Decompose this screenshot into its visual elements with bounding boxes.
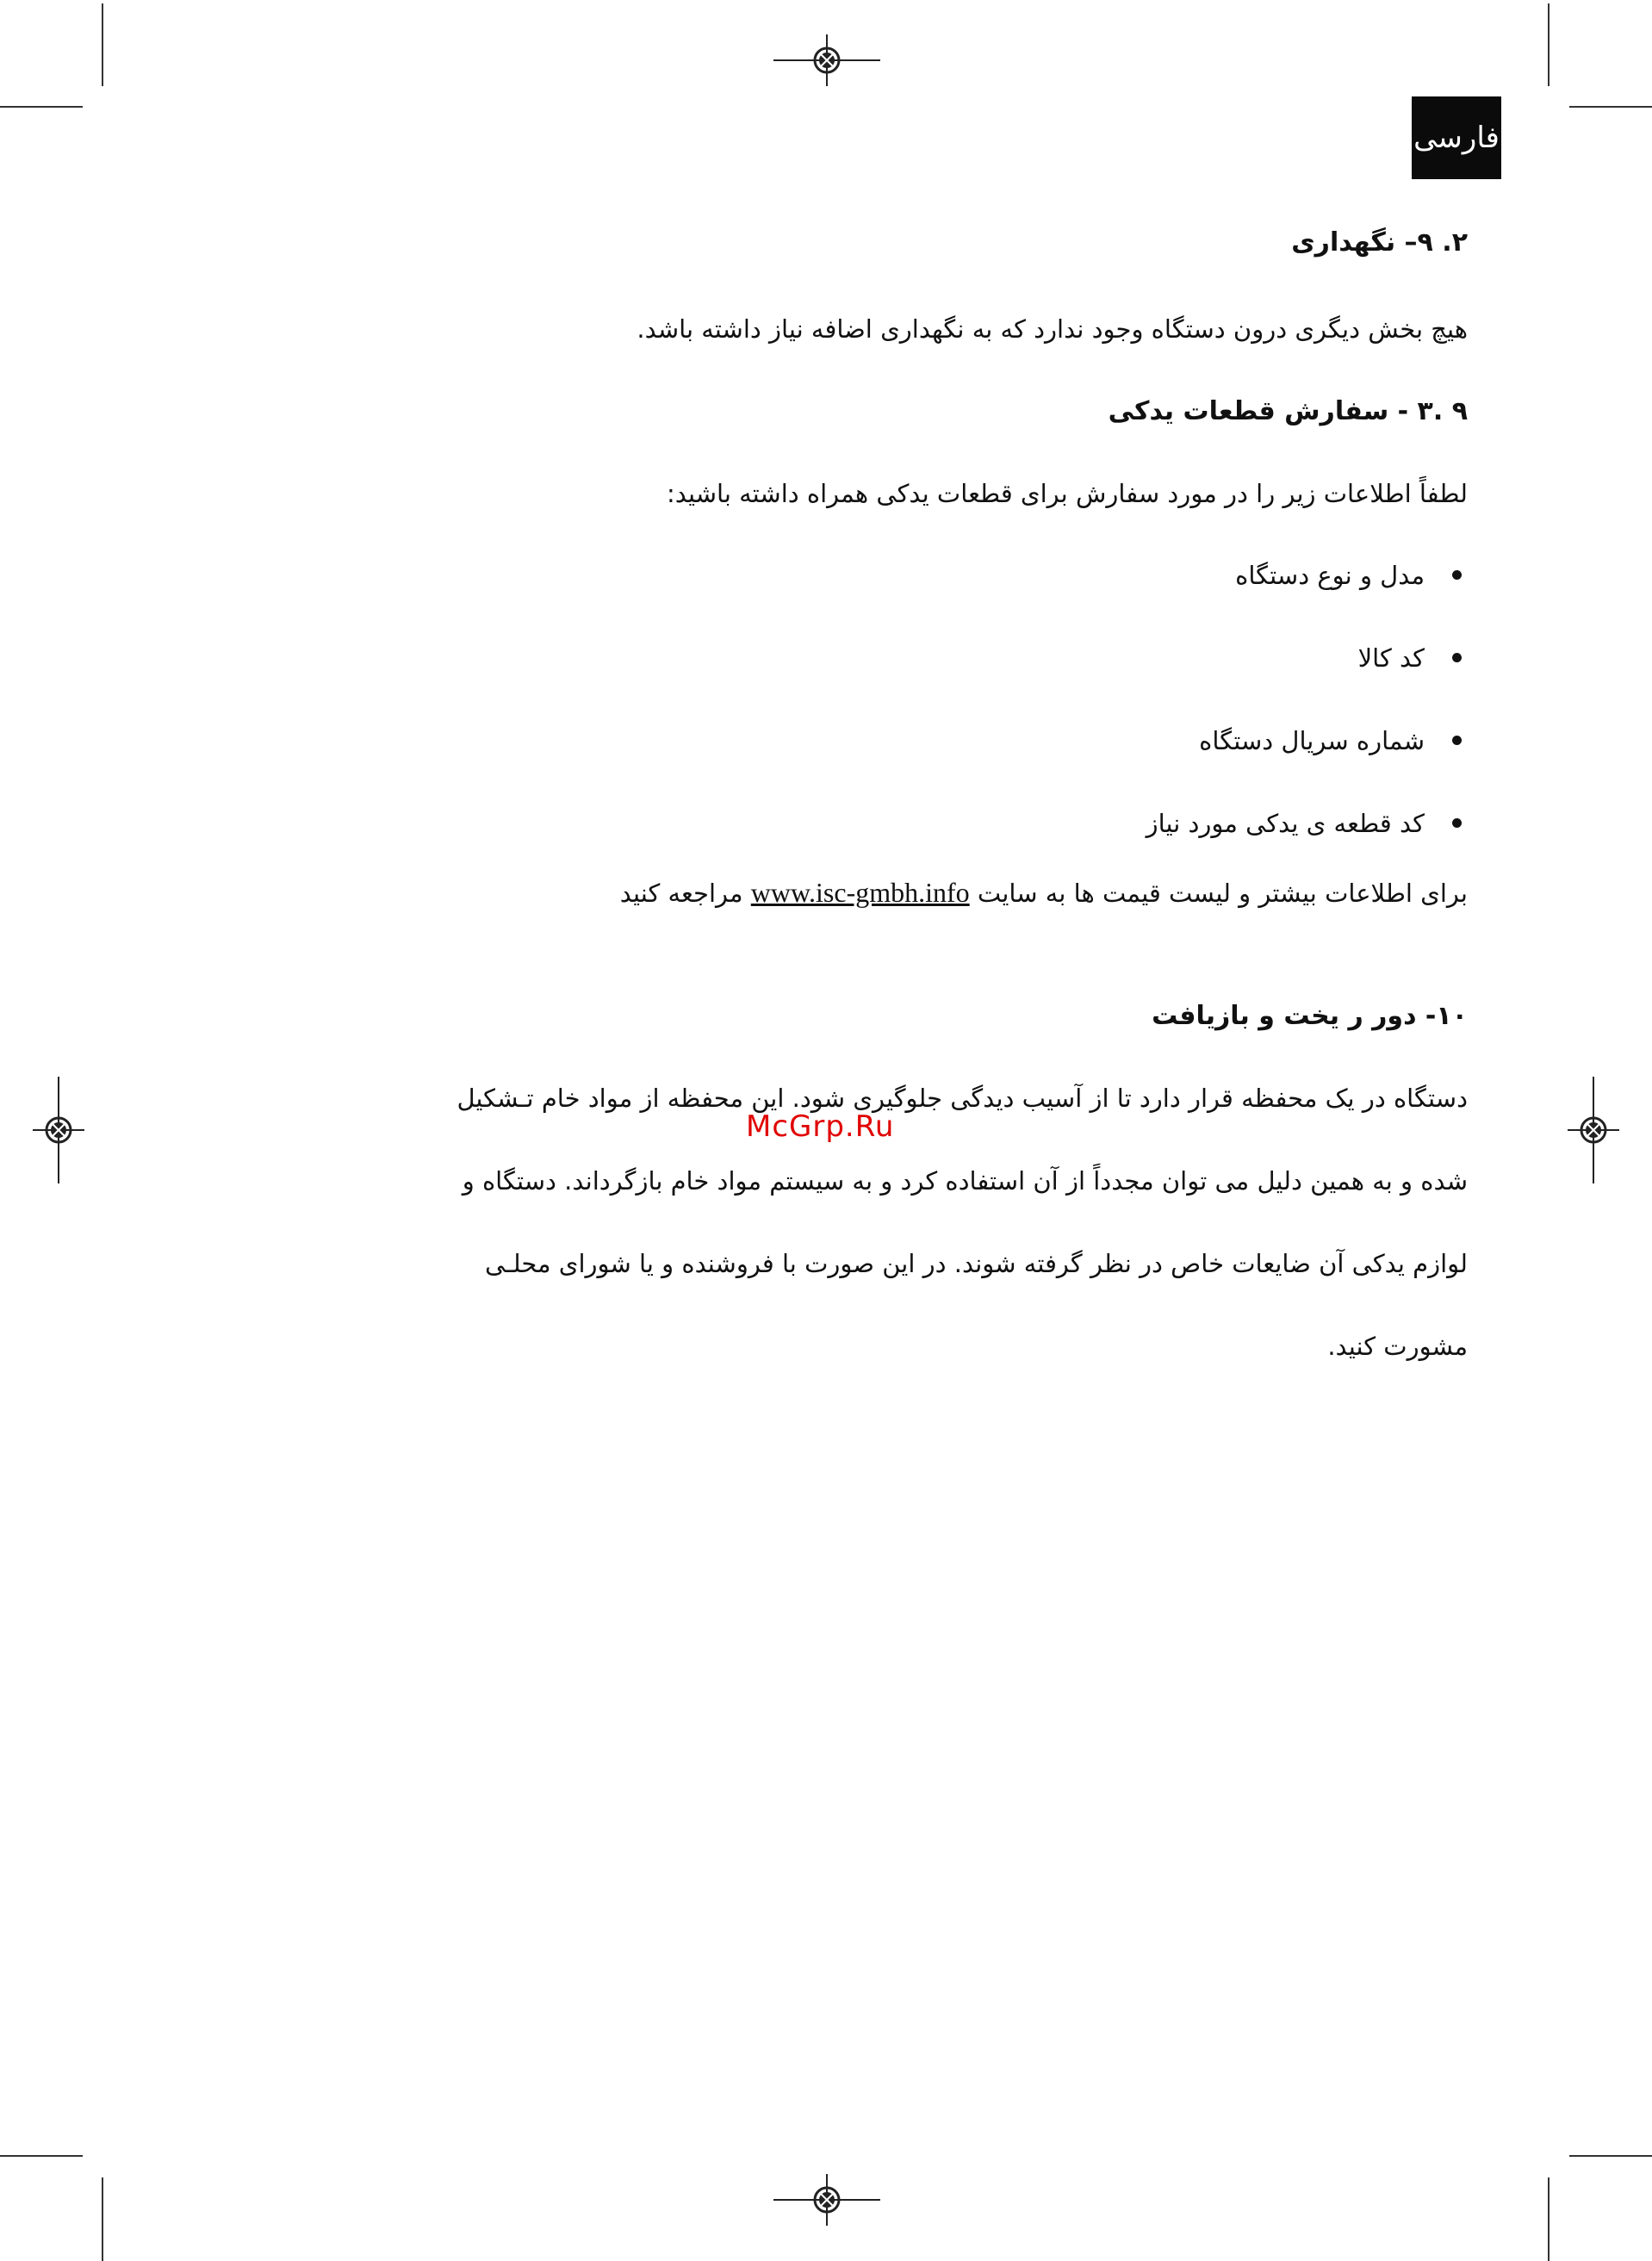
disposal-heading: ۱۰- دور ر یخت و بازیافت (1152, 1001, 1468, 1031)
disposal-line: مشورت کنید. (1327, 1332, 1468, 1361)
registration-mark-left (33, 1077, 84, 1183)
crop-mark (1569, 106, 1652, 108)
bullet-dot (1452, 818, 1462, 828)
list-item: کد قطعه ی یدکی مورد نیاز (1146, 809, 1425, 838)
info-prefix: برای اطلاعات بیشتر و لیست قیمت ها به سایت (977, 879, 1468, 908)
crop-mark (1548, 3, 1550, 86)
crop-mark (102, 3, 103, 86)
disposal-line: دستگاه در یک محفظه قرار دارد تا از آسیب دیدگی جلوگیری شود. این محفظه از مواد خام تـشکیل (456, 1084, 1468, 1113)
bullet-dot (1452, 653, 1462, 662)
list-item: شماره سریال دستگاه (1199, 726, 1425, 755)
language-tab: فارسی (1412, 96, 1501, 179)
list-item: مدل و نوع دستگاه (1235, 561, 1425, 590)
info-line (620, 875, 1468, 910)
website-link[interactable]: www.isc-gmbh.info (750, 877, 970, 908)
info-suffix: مراجعه کنید (619, 879, 743, 908)
disposal-line: لوازم یدکی آن ضایعات خاص در نظر گرفته شوند. در این صورت با فروشنده و یا شورای محلـی (485, 1249, 1468, 1278)
crop-mark (1569, 2155, 1652, 2157)
watermark: McGrp.Ru (746, 1109, 895, 1144)
list-item: کد کالا (1357, 643, 1425, 673)
spare-parts-intro: لطفاً اطلاعات زیر را در مورد سفارش برای قطعات یدکی همراه داشته باشید: (666, 479, 1468, 508)
crop-mark (102, 2177, 103, 2261)
maintenance-text: هیچ بخش دیگری درون دستگاه وجود ندارد که به نگهداری اضافه نیاز داشته باشد. (637, 314, 1468, 344)
bullet-dot (1452, 736, 1462, 745)
registration-mark-top (773, 34, 880, 86)
registration-mark-bottom (773, 2174, 880, 2226)
maintenance-heading: ۲. ۹– نگهداری (1291, 227, 1468, 258)
spare-parts-heading: ۹ .۳ - سفارش قطعات یدکی (1108, 396, 1468, 426)
disposal-line: شده و به همین دلیل می توان مجدداً از آن استفاده کرد و به سیستم مواد خام بازگرداند. دستگاه و (462, 1166, 1468, 1196)
registration-mark-right (1568, 1077, 1619, 1183)
crop-mark (1548, 2177, 1550, 2261)
crop-mark (0, 106, 83, 108)
crop-mark (0, 2155, 83, 2157)
bullet-dot (1452, 570, 1462, 580)
